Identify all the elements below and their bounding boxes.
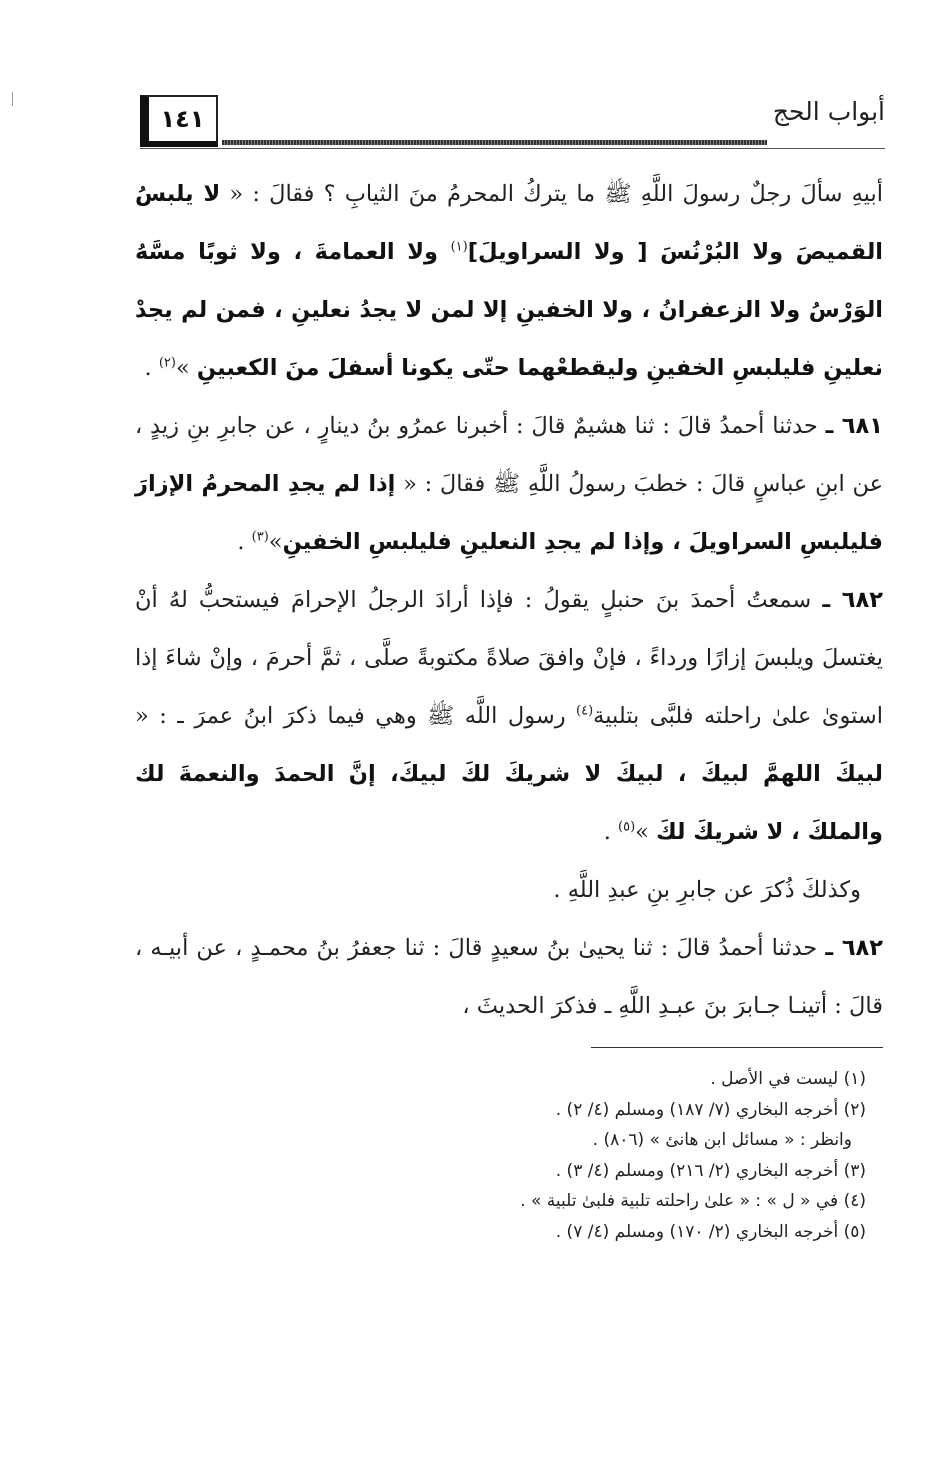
chapter-title: أبواب الحج [772, 97, 885, 126]
text-run: . [603, 819, 618, 845]
paragraph-682 [135, 571, 883, 861]
paragraph-note [135, 861, 883, 919]
footnote: (٤) في « ل » : « علىٰ راحلته تلبية فلبىٰ تلبية » . [520, 1191, 866, 1211]
paragraph-681 [135, 397, 883, 571]
paragraph-683 [135, 919, 883, 1035]
text-run: حدثنا أحمدُ قالَ : ثنا هشيمٌ قالَ : أخبرنا عمرُو بنُ دينارٍ ، عن جابرِ بنِ زيدٍ ، عن ابنِ عباسٍ قالَ : خطبَ رسولُ اللَّهِ ﷺ فقالَ : « [135, 413, 883, 497]
text-run: رسول اللَّه ﷺ وهي فيما ذكرَ ابنُ عمرَ ـ : « [135, 703, 577, 729]
page-header [140, 95, 885, 155]
text-run: حدثنا أحمدُ قالَ : ثنا يحيىٰ بنُ سعيدٍ قالَ : ثنا جعفرُ بنُ محمـدٍ ، عن أبيـه ، قالَ : أتينـا جـابرَ بنَ عبـدِ اللَّهِ ـ فذكرَ الحديثَ ، [135, 935, 883, 1019]
footnote-ref[interactable]: (٤) [576, 703, 594, 719]
hadith-text: ولا العمامةَ ، ولا ثوبًا مسَّهُ الوَرْسُ ولا الزعفرانُ ، ولا الخفينِ إلا لمن لا يجدُ نعلينِ ، فمن لم يجدْ نعلينِ فليلبسِ الخفينِ وليقطعْهما حتّى يكونا أسفلَ منَ الكعبينِ [135, 239, 883, 381]
footnotes [266, 1064, 866, 1247]
footnote: (١) ليست في الأصل . [710, 1069, 866, 1089]
text-run: » [268, 529, 283, 555]
hadith-number: ٦٨٢ ـ [822, 587, 883, 613]
text-run: » [635, 819, 657, 845]
footnote: (٣) أخرجه البخاري (٢/ ٢١٦) ومسلم (٤/ ٣) . [555, 1160, 866, 1181]
page-number: ١٤١ [140, 95, 218, 147]
hadith-text: لبيكَ اللهمَّ لبيكَ ، لبيكَ لا شريكَ لكَ لبيكَ، إنَّ الحمدَ والنعمةَ لك والملكَ ، لا شريكَ لكَ [135, 761, 883, 845]
footnote-ref[interactable]: (٥) [618, 819, 636, 835]
scan-mark [12, 92, 13, 106]
footnote-ref[interactable]: (٢) [158, 355, 176, 371]
footnote-separator [591, 1047, 883, 1048]
main-text [135, 165, 883, 1035]
paragraph-continuation [135, 165, 883, 397]
text-run: سمعتُ أحمدَ بنَ حنبلٍ يقولُ : فإذا أرادَ الرجلُ الإحرامَ فيستحبُّ لهُ أنْ يغتسلَ ويلبسَ إزارًا ورداءً ، فإنْ وافقَ صلاةً مكتوبةً صلَّى ، ثمَّ أحرمَ ، وإنْ شاءَ إذا استوىٰ علىٰ راحلته فلبَّى بتلبية [135, 587, 883, 729]
text-run: . [144, 355, 159, 381]
footnote: (٢) أخرجه البخاري (٧/ ١٨٧) ومسلم (٤/ ٢) . [555, 1099, 866, 1120]
text-run: أبيهِ سألَ رجلٌ رسولَ اللَّهِ ﷺ ما يتركُ المحرمُ منَ الثيابِ ؟ فقالَ : « [220, 181, 883, 207]
footnote: وانظر : « مسائل ابن هانئ » (٨٠٦) . [592, 1130, 852, 1150]
hadith-text: إذا لم يجدِ المحرمُ الإزارَ فليلبسِ السراويلَ ، وإذا لم يجدِ النعلينِ فليلبسِ الخفينِ [135, 471, 883, 555]
footnote-ref[interactable]: (١) [450, 239, 468, 255]
hadith-number: ٦٨١ ـ [825, 413, 883, 439]
text-run: » [175, 355, 197, 381]
header-ornament-rule [222, 140, 767, 145]
footnote: (٥) أخرجه البخاري (٢/ ١٧٠) ومسلم (٤/ ٧) . [555, 1221, 866, 1242]
header-rule [140, 148, 885, 149]
text-run: . [237, 529, 252, 555]
text-run: وكذلكَ ذُكرَ عن جابرِ بنِ عبدِ اللَّهِ . [553, 877, 861, 903]
hadith-number: ٦٨٢ ـ [825, 935, 884, 961]
hadith-text: لا يلبسُ القميصَ ولا البُرْنُسَ [ ولا السراويلَ] [135, 181, 883, 265]
footnote-ref[interactable]: (٣) [251, 529, 269, 545]
